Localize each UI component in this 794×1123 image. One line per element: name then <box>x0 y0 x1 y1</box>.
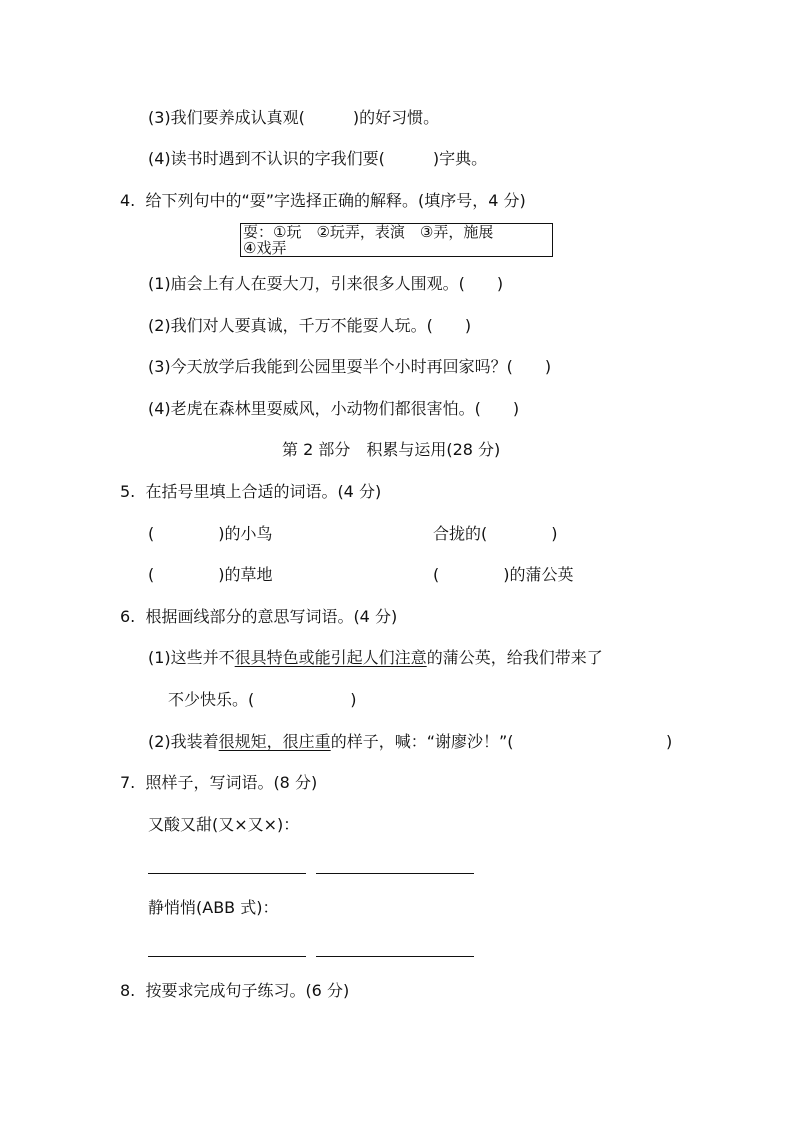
q6-item-1-underlined: 很具特色或能引起人们注意 <box>234 648 427 667</box>
answer-line[interactable] <box>148 956 306 957</box>
q4-title: 4. 给下列句中的“耍”字选择正确的解释。(填序号，4 分) <box>120 191 526 210</box>
q6-item-1-prefix: (1)这些并不 <box>148 648 235 667</box>
q4-item-1: (1)庙会上有人在耍大刀，引来很多人围观。( ) <box>148 274 504 293</box>
q6-item-2-prefix: (2)我装着 <box>148 732 219 751</box>
q6-item-1 <box>148 648 603 668</box>
q6-item-2 <box>148 732 514 752</box>
q7-title: 7. 照样子，写词语。(8 分) <box>120 773 318 792</box>
q8-title: 8. 按要求完成句子练习。(6 分) <box>120 981 350 1000</box>
definition-line-2: ④戏弄 <box>243 239 287 257</box>
section-2-heading: 第 2 部分 积累与运用(28 分) <box>282 440 501 459</box>
answer-line[interactable] <box>316 956 474 957</box>
q4-item-4: (4)老虎在森林里耍威风，小动物们都很害怕。( ) <box>148 399 520 418</box>
q5-blank-a: ( )的小鸟 <box>148 524 273 543</box>
q6-item-2-close-paren: ) <box>666 732 673 751</box>
q6-item-1-suffix: 的蒲公英，给我们带来了 <box>426 648 603 667</box>
q6-item-2-underlined: 很规矩，很庄重 <box>218 732 331 751</box>
q5-blank-d: ( )的蒲公英 <box>433 565 574 584</box>
q3-item-4: (4)读书时遇到不认识的字我们要( )字典。 <box>148 149 488 168</box>
q6-item-1-continued: 不少快乐。( ) <box>168 690 357 709</box>
q4-item-2: (2)我们对人要真诚，千万不能耍人玩。( ) <box>148 316 472 335</box>
q5-blank-c: ( )的草地 <box>148 565 273 584</box>
q7-example-1: 又酸又甜(又×又×)： <box>148 815 300 834</box>
definition-box <box>240 223 553 257</box>
q3-item-3: (3)我们要养成认真观( )的好习惯。 <box>148 108 440 127</box>
definition-line-1: 耍：①玩 ②玩弄，表演 ③弄，施展 <box>243 223 494 241</box>
answer-line[interactable] <box>316 873 474 874</box>
q5-title: 5. 在括号里填上合适的词语。(4 分) <box>120 482 382 501</box>
answer-line[interactable] <box>148 873 306 874</box>
q6-title: 6. 根据画线部分的意思写词语。(4 分) <box>120 607 398 626</box>
q5-blank-b: 合拢的( ) <box>433 524 558 543</box>
q4-item-3: (3)今天放学后我能到公园里耍半个小时再回家吗？( ) <box>148 357 552 376</box>
q6-item-2-suffix: 的样子，喊：“谢廖沙！”( <box>330 732 514 751</box>
q7-example-2: 静悄悄(ABB 式)： <box>148 898 279 917</box>
